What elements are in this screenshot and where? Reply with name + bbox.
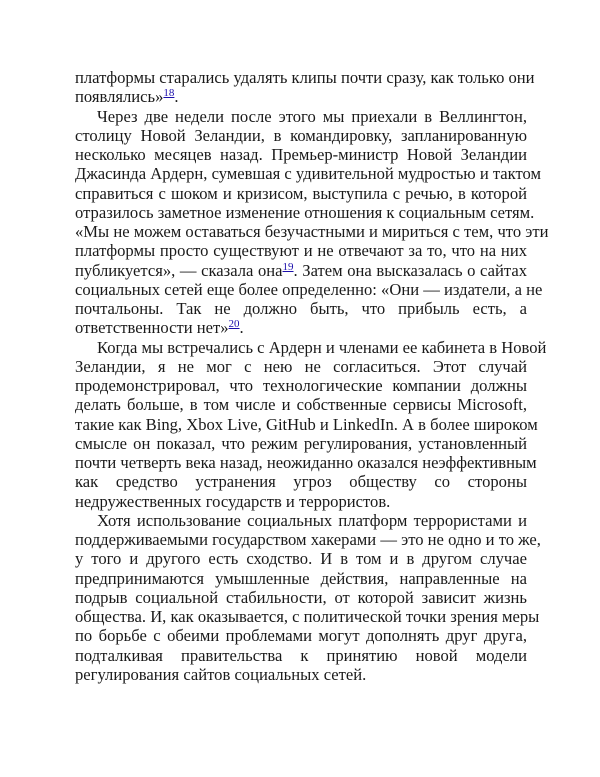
line-text-after-footnote: . xyxy=(239,318,244,338)
line-text: делать больше, в том числе и собственные сервисы Microsoft, xyxy=(75,395,527,415)
line-text: у того и другого есть сходство. И в том и в другом случае xyxy=(75,549,527,569)
text-line xyxy=(75,184,527,203)
paragraph xyxy=(75,337,547,511)
line-text: недружественных государств и террористов. xyxy=(75,491,391,511)
text-line xyxy=(75,299,527,318)
line-text: почтальоны. Так не должно быть, что прибыль есть, а xyxy=(75,299,527,318)
footnote-link[interactable]: 19 xyxy=(282,260,294,273)
line-text: Джасинда Ардерн, сумевшая с удивительной мудростью и тактом xyxy=(75,164,542,184)
paragraph xyxy=(75,68,535,107)
footnote-link[interactable]: 18 xyxy=(163,87,175,100)
line-text: Зеландии, я не мог с нею не согласиться. Этот случай xyxy=(75,356,527,376)
line-text: Через две недели после этого мы приехали в Веллингтон, xyxy=(97,106,527,126)
text-line xyxy=(75,87,527,106)
text-line xyxy=(75,588,527,607)
paragraph xyxy=(75,106,549,338)
footnote-link[interactable]: 20 xyxy=(228,318,240,331)
line-text: поддерживаемыми государством хакерами — это не одно и то же, xyxy=(75,530,541,549)
text-line xyxy=(75,472,527,491)
text-line xyxy=(75,68,535,87)
text-line xyxy=(75,607,540,626)
text-line xyxy=(75,453,537,472)
line-text: подталкивая правительства к принятию новой модели xyxy=(75,645,527,665)
line-text: социальных сетей еще более определенно: «Они — издатели, а не xyxy=(75,279,543,299)
text-line xyxy=(75,337,547,357)
text-line xyxy=(75,357,527,376)
line-text: такие как Bing, Xbox Live, GitHub и LinkedIn. А в более широком xyxy=(75,414,538,434)
text-line xyxy=(75,376,527,395)
line-text: регулирования сайтов социальных сетей. xyxy=(75,664,367,684)
text-line xyxy=(75,202,535,222)
text-line xyxy=(75,569,527,588)
line-text: продемонстрировал, что технологические компании должны xyxy=(75,376,527,395)
line-text: смысле он показал, что режим регулирования, установленный xyxy=(75,433,527,453)
text-line xyxy=(75,241,527,260)
line-text: столицу Новой Зеландии, в командировку, запланированную xyxy=(75,125,527,145)
text-line xyxy=(75,626,527,645)
line-text: общества. И, как оказывается, с политической точки зрения меры xyxy=(75,607,540,626)
line-text: ответственности нет» xyxy=(75,318,229,338)
text-line xyxy=(75,646,527,665)
line-text: «Мы не можем оставаться безучастными и мириться с тем, что эти xyxy=(75,222,549,241)
text-line xyxy=(75,395,527,414)
document-body xyxy=(75,68,549,684)
line-text: платформы старались удалять клипы почти сразу, как только они xyxy=(75,68,535,87)
text-line xyxy=(75,530,541,549)
line-text: отразилось заметное изменение отношения к социальным сетям. xyxy=(75,202,535,222)
text-line xyxy=(75,318,527,337)
line-text: по борьбе с обеими проблемами могут дополнять друг друга, xyxy=(75,626,527,646)
line-text: публикуется», — сказала она xyxy=(75,260,283,280)
text-line xyxy=(75,126,527,145)
text-line xyxy=(75,279,543,299)
text-line xyxy=(75,414,538,434)
line-text: появлялись» xyxy=(75,87,164,107)
line-text: платформы просто существуют и не отвечают за то, что на них xyxy=(75,241,527,261)
line-text: подрыв социальной стабильности, от которой зависит жизнь xyxy=(75,587,527,607)
line-text: Хотя использование социальных платформ террористами и xyxy=(97,510,527,530)
line-text: предпринимаются умышленные действия, направленные на xyxy=(75,568,527,588)
text-line xyxy=(75,549,527,568)
paragraph xyxy=(75,510,541,684)
line-text-after-footnote: . xyxy=(174,87,179,107)
text-line xyxy=(75,511,527,530)
line-text: почти четверть века назад, неожиданно оказался неэффективным xyxy=(75,453,537,472)
text-line xyxy=(75,107,527,126)
text-line xyxy=(75,492,527,511)
text-line xyxy=(75,261,527,280)
text-line xyxy=(75,434,527,453)
line-text: справиться с шоком и кризисом, выступила с речью, в которой xyxy=(75,183,527,203)
line-text: как средство устранения угроз обществу со стороны xyxy=(75,472,527,492)
text-line xyxy=(75,665,527,684)
line-text: несколько месяцев назад. Премьер-министр Новой Зеландии xyxy=(75,145,527,164)
line-text-after-footnote: . Затем она высказалась о сайтах xyxy=(293,260,527,280)
text-line xyxy=(75,164,542,184)
line-text: Когда мы встречались с Ардерн и членами ее кабинета в Новой xyxy=(97,337,547,357)
text-line xyxy=(75,145,527,164)
text-line xyxy=(75,222,549,241)
